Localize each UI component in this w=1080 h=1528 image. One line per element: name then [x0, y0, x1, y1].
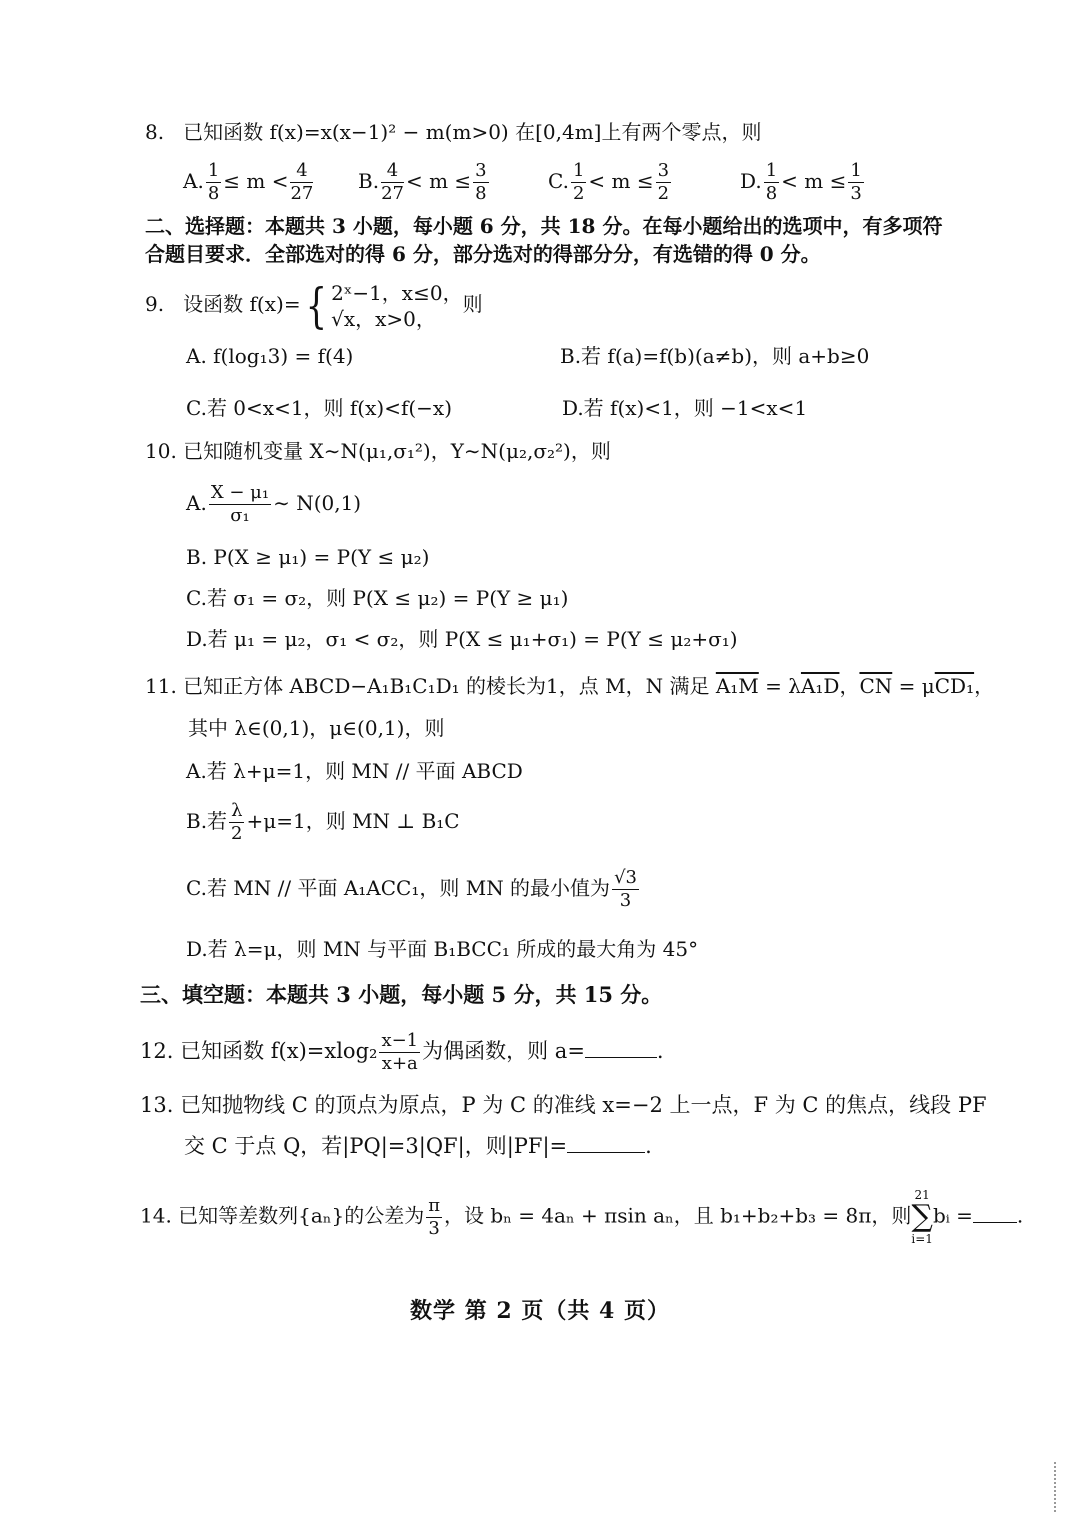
q8-option-a: A. $\frac{1}{8}$ ≤ m < $\frac{4}{27}$ [183, 160, 314, 204]
q11-stem-line1: 11. 已知正方体 ABCD−A₁B₁C₁D₁ 的棱长为1，点 M，N 满足 A₁M = λA₁D，$\overline{CN} = \mu CD_1$， [145, 674, 995, 698]
q14-answer-blank[interactable] [973, 1204, 1017, 1223]
q10-option-d: D.若 μ₁ = μ₂，σ₁ < σ₂，则 P(X ≤ μ₁+σ₁) = P(Y ≤ μ₂+σ₁) [186, 627, 738, 651]
q9-stem: 9. 设函数 f(x)={ 2ˣ−1，x≤0， √x，x>0， 则 [145, 277, 483, 334]
q13-answer-blank[interactable] [567, 1134, 645, 1153]
scan-edge-mark [1054, 1462, 1060, 1512]
q9-option-a: A. f(log₁3) = f(4) [186, 344, 354, 368]
q13-stem-line2: 交 C 于点 Q，若|PQ|=3|QF|，则|PF|= . [184, 1134, 652, 1158]
q9-option-b: B.若 f(a)=f(b)(a≠b)，则 a+b≥0 [560, 344, 870, 368]
q13-stem-line1: 13. 已知抛物线 C 的顶点为原点，P 为 C 的准线 x=−2 上一点，F 为 C 的焦点，线段 PF [140, 1093, 987, 1117]
q9-option-c: C.若 0<x<1，则 f(x)<f(−x) [186, 396, 452, 420]
q8-option-d: D. $\frac{1}{8}$ < m ≤ $\frac{1}{3}$ [740, 160, 862, 204]
q11-option-a: A.若 λ+μ=1，则 MN // 平面 ABCD [186, 759, 523, 783]
q10-stem: 10. 已知随机变量 X∼N(μ₁,σ₁²)，Y∼N(μ₂,σ₂²)，则 [145, 439, 611, 463]
q11-option-d: D.若 λ=μ，则 MN 与平面 B₁BCC₁ 所成的最大角为 45° [186, 937, 699, 961]
q12-stem: 12. 已知函数 f(x)=xlog₂ $\frac{x-1}{x+a}$ 为偶函数，则 a= . [140, 1030, 664, 1074]
q11-stem-line2: 其中 λ∈(0,1)，μ∈(0,1)，则 [188, 716, 445, 740]
summation-symbol: 21 ∑ i=1 [911, 1188, 933, 1246]
left-brace: { [305, 277, 327, 334]
q10-option-c: C.若 σ₁ = σ₂，则 P(X ≤ μ₂) = P(Y ≥ μ₁) [186, 586, 569, 610]
page-footer: 数学 第 2 页（共 4 页） [410, 1298, 670, 1324]
section2-heading-line2: 合题目要求．全部选对的得 6 分，部分选对的得部分分，有选错的得 0 分。 [145, 242, 821, 266]
q8-option-b: B. $\frac{4}{27}$ < m ≤ $\frac{3}{8}$ [358, 160, 487, 204]
q9-option-d: D.若 f(x)<1，则 −1<x<1 [562, 396, 808, 420]
q8-option-c: C. $\frac{1}{2}$ < m ≤ $\frac{3}{2}$ [548, 160, 670, 204]
q11-option-c: C.若 MN // 平面 A₁ACC₁，则 MN 的最小值为 $\frac{√3}{3}$ [186, 867, 637, 911]
q10-option-b: B. P(X ≥ μ₁) = P(Y ≤ μ₂) [186, 545, 430, 569]
q11-option-b: B.若 $\frac{\lambda}{2}$ +μ=1，则 MN ⊥ B₁C [186, 800, 460, 844]
section3-heading: 三、填空题：本题共 3 小题，每小题 5 分，共 15 分。 [140, 982, 663, 1007]
q10-option-a: A. $\frac{\text{X − μ₁}}{\text{σ₁}}$ ∼ N(0,1) [186, 482, 362, 526]
section2-heading-line1: 二、选择题：本题共 3 小题，每小题 6 分，共 18 分。在每小题给出的选项中，有多项符 [145, 214, 943, 238]
q14-stem: 14. 已知等差数列{aₙ}的公差为 $\frac{\pi}{3}$ ，设 bₙ = 4aₙ + πsin aₙ，且 b₁+b₂+b₃ = 8π，则 21 ∑ i=1 bᵢ = . [140, 1188, 1024, 1246]
q8-stem: 8. 已知函数 f(x)=x(x−1)² − m(m>0) 在[0,4m]上有两个零点，则 [145, 120, 762, 144]
q12-answer-blank[interactable] [585, 1039, 657, 1058]
